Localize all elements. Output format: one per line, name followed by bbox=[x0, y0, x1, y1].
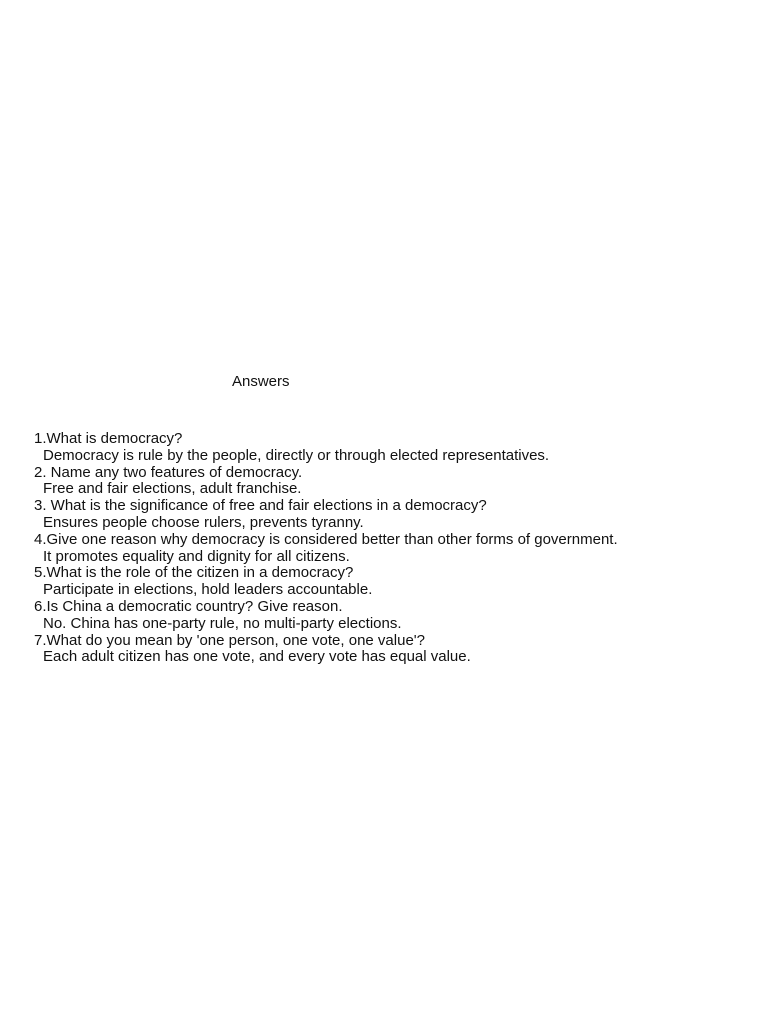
answer-text: Free and fair elections, adult franchise. bbox=[43, 480, 302, 498]
qa-item bbox=[34, 633, 618, 667]
qa-list bbox=[34, 431, 618, 666]
answers-heading: Answers bbox=[232, 373, 290, 390]
qa-item bbox=[34, 498, 618, 532]
qa-item bbox=[34, 465, 618, 499]
qa-item bbox=[34, 532, 618, 566]
answer-text: It promotes equality and dignity for all citizens. bbox=[43, 547, 350, 565]
question-text: 7.What do you mean by 'one person, one vote, one value'? bbox=[34, 631, 425, 649]
answer-text: Participate in elections, hold leaders accountable. bbox=[43, 581, 373, 599]
answer-text: Each adult citizen has one vote, and every vote has equal value. bbox=[43, 648, 471, 666]
question-text: 2. Name any two features of democracy. bbox=[34, 463, 303, 481]
question-text: 6.Is China a democratic country? Give reason. bbox=[34, 597, 343, 615]
question-text: 3. What is the significance of free and fair elections in a democracy? bbox=[34, 497, 487, 515]
answer-text: Ensures people choose rulers, prevents tyranny. bbox=[43, 513, 364, 531]
qa-item bbox=[34, 565, 618, 599]
qa-item bbox=[34, 599, 618, 633]
answer-text: No. China has one-party rule, no multi-party elections. bbox=[43, 614, 402, 632]
question-text: 4.Give one reason why democracy is considered better than other forms of government. bbox=[34, 530, 618, 548]
question-text: 5.What is the role of the citizen in a democracy? bbox=[34, 564, 354, 582]
qa-item bbox=[34, 431, 618, 465]
question-text: 1.What is democracy? bbox=[34, 430, 183, 447]
answer-text: Democracy is rule by the people, directly or through elected representatives. bbox=[43, 446, 550, 464]
